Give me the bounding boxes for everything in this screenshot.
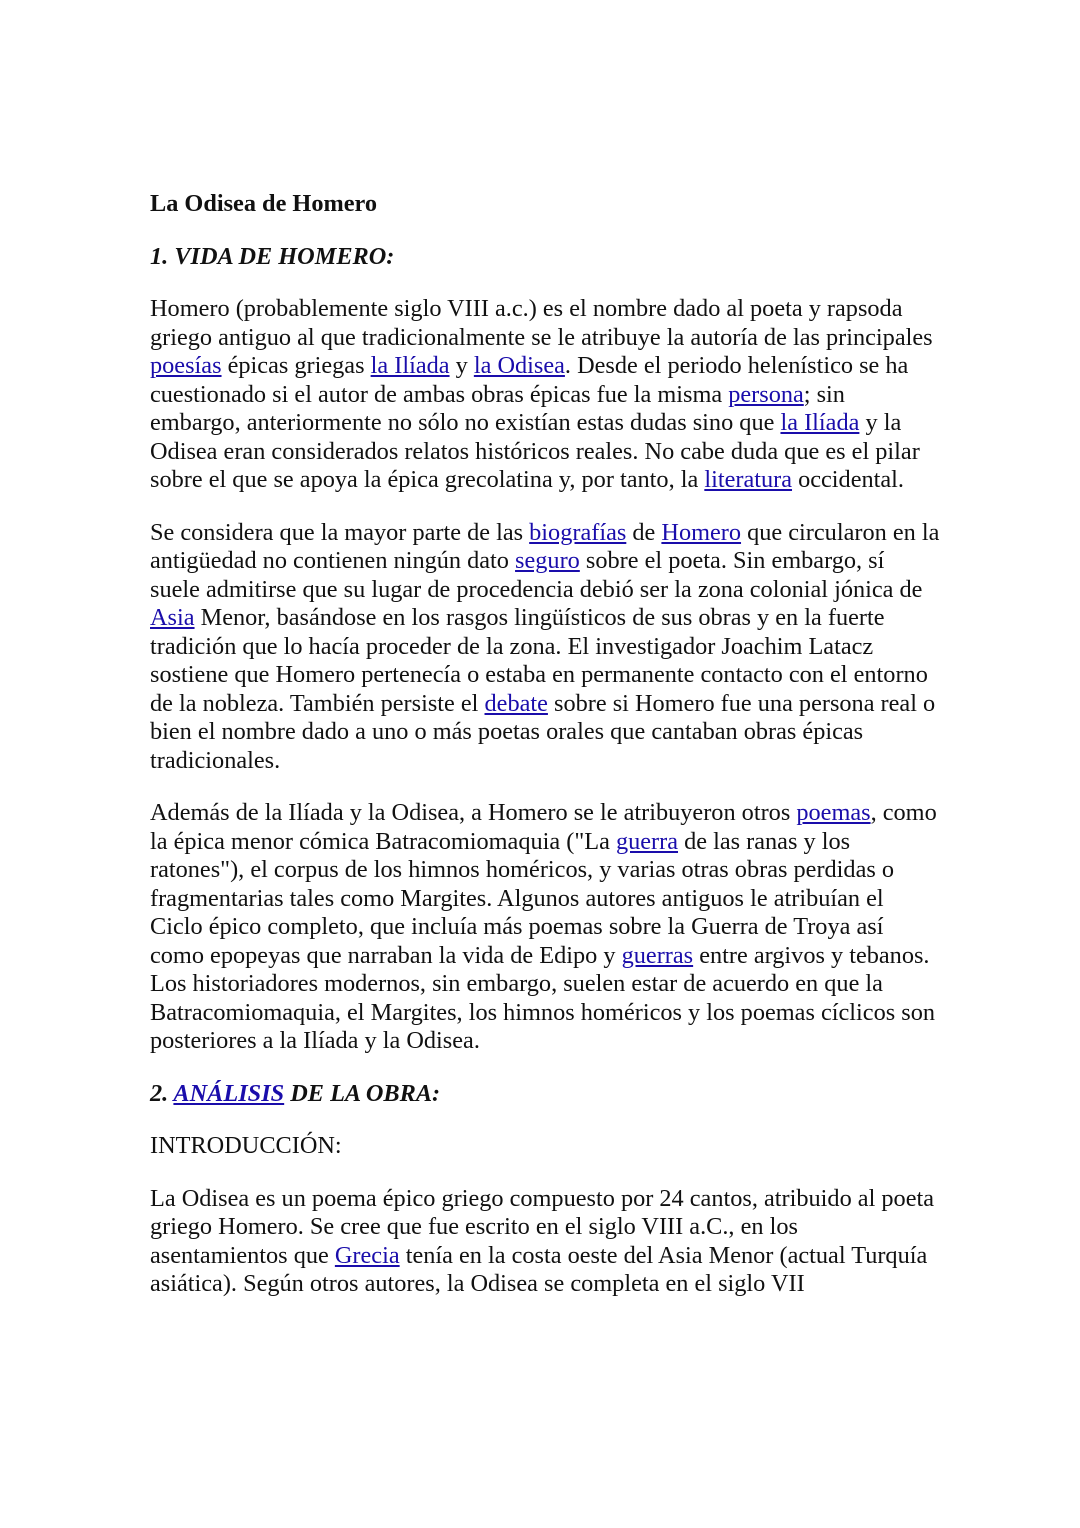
p1-text-4: . Desde el periodo helenístico se ha cuestionado si el autor de ambas obras épicas fue la misma	[150, 352, 909, 408]
p2-text-5: Menor, basándose en los rasgos lingüísticos de sus obras y en la fuerte tradición que lo hacía proceder de la zona. El investigador Joachim Latacz sostiene que Homero pertenecía o estaba en permanente contacto con el entorno de la nobleza. También persiste el	[150, 604, 928, 717]
p2-text-4: sobre el poeta. Sin embargo, sí suele admitirse que su lugar de procedencia debió ser la zona colonial jónica de	[150, 547, 923, 603]
p1-text-6: y la Odisea eran considerados relatos históricos reales. No cabe duda que es el pilar sobre el que se apoya la épica grecolatina y, por tanto, la	[150, 409, 920, 493]
section-2-title: DE LA OBRA:	[290, 1079, 441, 1107]
document-page	[150, 190, 940, 1323]
p1-text-5: ; sin embargo, anteriormente no sólo no existían estas dudas sino que	[150, 380, 845, 436]
link-guerra[interactable]: guerra	[615, 827, 679, 855]
link-persona[interactable]: persona	[728, 380, 804, 408]
p3-text-4: entre argivos y tebanos. Los historiadores modernos, sin embargo, suelen estar de acuerdo en que la Batracomiomaquia, el Margites, los himnos homéricos y los poemas cíclicos son posteriores a la Ilíada y la Odisea.	[150, 941, 936, 1054]
section-1-title: VIDA DE HOMERO:	[174, 242, 395, 270]
link-debate[interactable]: debate	[484, 689, 548, 717]
link-grecia[interactable]: Grecia	[334, 1241, 400, 1269]
p4-text-2: tenía en la costa oeste del Asia Menor (actual Turquía asiática). Según otros autores, la Odisea se completa en el siglo VII	[150, 1241, 928, 1297]
paragraph-2	[150, 519, 940, 776]
section-1-heading	[150, 243, 940, 272]
section-1-number: 1.	[150, 242, 169, 270]
link-biografias[interactable]: biografías	[529, 518, 627, 546]
p2-text-3: que circularon en la antigüedad no contienen ningún dato	[150, 518, 940, 574]
link-poemas[interactable]: poemas	[796, 799, 871, 826]
link-la-iliada-2[interactable]: la Ilíada	[780, 409, 860, 436]
section-2-heading	[150, 1080, 940, 1109]
p1-text-3: y	[449, 352, 474, 379]
link-poesias[interactable]: poesías	[150, 352, 222, 379]
p3-text-3: de las ranas y los ratones"), el corpus de los himnos homéricos, y varias otras obras perdidas o fragmentarias tales como Margites. Algunos autores antiguos le atribuían el Ciclo épico completo, que incluía más poemas sobre la Guerra de Troya así como epopeyas que narraban la vida de Edipo y	[150, 827, 895, 969]
p3-text-1: Además de la Ilíada y la Odisea, a Homero se le atribuyeron otros	[150, 799, 797, 826]
link-guerras[interactable]: guerras	[621, 941, 694, 969]
document-title: La Odisea de Homero	[150, 190, 377, 217]
p2-text-6: sobre si Homero fue una persona real o bien el nombre dado a uno o más poetas orales que cantaban obras épicas tradicionales.	[150, 689, 936, 774]
p4-text-1: La Odisea es un poema épico griego compuesto por 24 cantos, atribuido al poeta griego Homero. Se cree que fue escrito en el siglo VIII a.C., en los asentamientos que	[150, 1184, 935, 1269]
paragraph-4	[150, 1185, 940, 1299]
p1-text-1: Homero (probablemente siglo VIII a.c.) es el nombre dado al poeta y rapsoda griego antiguo al que tradicionalmente se le atribuye la autoría de las principales	[150, 295, 933, 351]
link-asia[interactable]: Asia	[150, 604, 195, 631]
link-la-odisea[interactable]: la Odisea	[473, 352, 565, 379]
link-literatura[interactable]: literatura	[704, 466, 793, 493]
section-2-number: 2.	[150, 1079, 169, 1107]
intro-heading: INTRODUCCIÓN:	[150, 1132, 342, 1159]
p2-text-1: Se considera que la mayor parte de las	[150, 518, 530, 546]
link-la-iliada[interactable]: la Ilíada	[370, 352, 450, 379]
link-analisis[interactable]: ANÁLISIS	[173, 1079, 285, 1107]
paragraph-1	[150, 295, 940, 495]
p1-text-7: occidental.	[792, 466, 904, 493]
link-homero[interactable]: Homero	[661, 518, 742, 546]
p2-text-2: de	[626, 518, 662, 546]
paragraph-3	[150, 799, 940, 1056]
link-seguro[interactable]: seguro	[515, 547, 580, 574]
p3-text-2: , como la épica menor cómica Batracomiomaquia ("La	[150, 799, 937, 855]
p1-text-2: épicas griegas	[221, 352, 371, 379]
